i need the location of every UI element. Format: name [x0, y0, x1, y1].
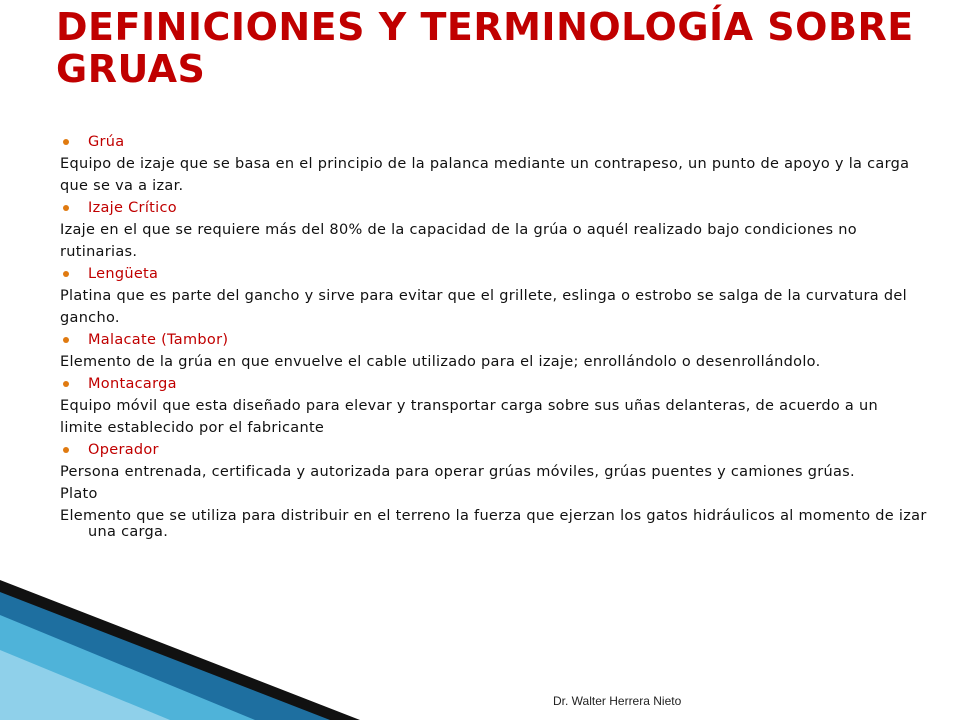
- term-label: Lengüeta: [88, 266, 159, 282]
- bullet-icon: [63, 271, 69, 277]
- bullet-icon: [63, 139, 69, 145]
- definition-text: Platina que es parte del gancho y sirve para evitar que el grillete, eslinga o estrobo se salga de la curvatura del: [60, 288, 907, 304]
- continuation-text: gancho.: [60, 310, 120, 326]
- definitions-list: [60, 134, 930, 546]
- definition-text: Equipo móvil que esta diseñado para elevar y transportar carga sobre sus uñas delanteras, de acuerdo a un: [60, 398, 878, 414]
- bullet-icon: [63, 381, 69, 387]
- continuation-text: Plato: [60, 486, 98, 502]
- bullet-icon: [63, 205, 69, 211]
- term-heading: [60, 376, 930, 392]
- page-title: DEFINICIONES Y TERMINOLOGÍA SOBRE GRUAS: [56, 5, 914, 91]
- term-label: Izaje Crítico: [88, 200, 177, 216]
- term-label: Grúa: [88, 134, 125, 150]
- term-heading: [60, 200, 930, 216]
- term-heading: [60, 442, 930, 458]
- bullet-icon: [63, 447, 69, 453]
- definition-text: Persona entrenada, certificada y autorizada para operar grúas móviles, grúas puentes y camiones grúas.: [60, 464, 855, 480]
- term-heading: [60, 134, 930, 150]
- continuation-text: rutinarias.: [60, 244, 138, 260]
- definition-text: Elemento que se utiliza para distribuir en el terreno la fuerza que ejerzan los gatos hidráulicos al momento de izar una carga.: [60, 508, 927, 540]
- term-label: Operador: [88, 442, 159, 458]
- term-heading: [60, 332, 930, 348]
- definition-text: Equipo de izaje que se basa en el principio de la palanca mediante un contrapeso, un punto de apoyo y la carga: [60, 156, 910, 172]
- definition-text: Elemento de la grúa en que envuelve el cable utilizado para el izaje; enrollándolo o desenrollándolo.: [60, 354, 821, 370]
- term-label: Malacate (Tambor): [88, 332, 229, 348]
- definition-text: Izaje en el que se requiere más del 80% de la capacidad de la grúa o aquél realizado bajo condiciones no: [60, 222, 857, 238]
- term-heading: [60, 266, 930, 282]
- continuation-text: limite establecido por el fabricante: [60, 420, 325, 436]
- bullet-icon: [63, 337, 69, 343]
- author-footer: Dr. Walter Herrera Nieto: [553, 694, 682, 708]
- continuation-text: que se va a izar.: [60, 178, 184, 194]
- term-label: Montacarga: [88, 376, 177, 392]
